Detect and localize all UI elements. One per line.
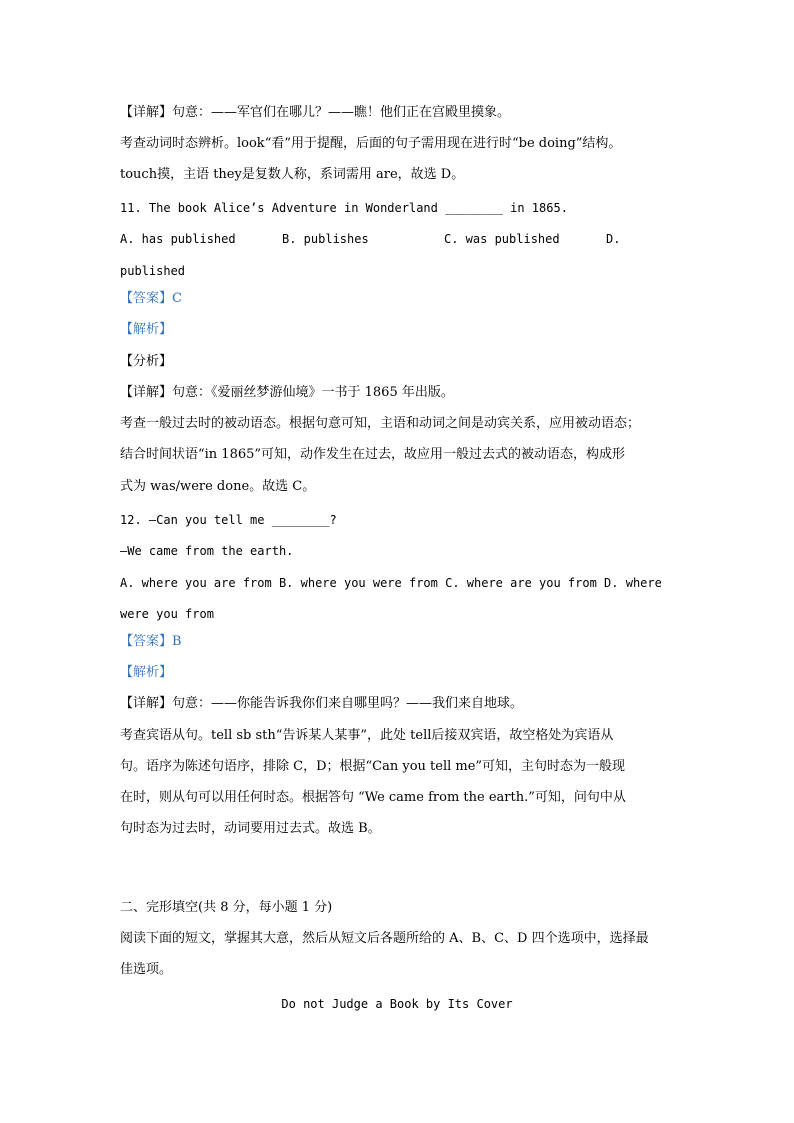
q11-explanation-line2: 考查一般过去时的被动语态。根据句意可知，主语和动词之间是动宾关系，应用被动语态； bbox=[120, 416, 641, 431]
q11-explanation-line3: 结合时间状语“in 1865”可知，动作发生在过去，故应用一般过去式的被动语态，构成形 bbox=[120, 447, 626, 462]
q12-reply: —We came from the earth. bbox=[120, 544, 294, 558]
section-instruction-line1: 阅读下面的短文，掌握其大意，然后从短文后各题所给的 A、B、C、D 四个选项中，选择最 bbox=[120, 931, 649, 946]
q11-option-a: A. has published bbox=[120, 232, 236, 246]
q11-answer: 【答案】C bbox=[120, 291, 182, 306]
q11-option-wrap: published bbox=[120, 264, 186, 278]
section-instruction-line2: 佳选项。 bbox=[120, 962, 173, 977]
q12-explanation-line5: 句时态为过去时，动词要用过去式。故选 B。 bbox=[120, 821, 381, 836]
q11-detail: 【详解】句意：《爱丽丝梦游仙境》一书于 1865 年出版。 bbox=[120, 385, 454, 400]
q11-question: 11. The book Alice’s Adventure in Wonderland ________ in 1865. bbox=[120, 201, 568, 215]
passage-title: Do not Judge a Book by Its Cover bbox=[281, 997, 513, 1011]
q12-question: 12. —Can you tell me ________? bbox=[120, 513, 337, 527]
q12-explanation-line2: 考查宾语从句。tell sb sth“告诉某人某事”，此处 tell后接双宾语，故空格处为宾语从 bbox=[120, 728, 614, 743]
q12-options-wrap: were you from bbox=[120, 607, 214, 621]
q10-detail: 【详解】句意：——军官们在哪儿？——瞧！他们正在宫殿里摸象。 bbox=[120, 105, 511, 120]
q10-explanation-line3: touch摸，主语 they是复数人称，系词需用 are，故选 D。 bbox=[120, 167, 465, 182]
q12-answer: 【答案】B bbox=[120, 634, 182, 649]
q11-option-b: B. publishes bbox=[282, 232, 369, 246]
q12-explanation-line4: 在时，则从句可以用任何时态。根据答句 “We came from the earth.”可知，问句中从 bbox=[120, 790, 626, 805]
q12-options: A. where you are from B. where you were from C. where are you from D. where bbox=[120, 576, 662, 590]
q12-explanation-line3: 句。语序为陈述句语序，排除 C，D；根据“Can you tell me”可知，主句时态为一般现 bbox=[120, 759, 626, 774]
q11-analysis-label: 【解析】 bbox=[120, 322, 173, 337]
q12-detail: 【详解】句意：——你能告诉我你们来自哪里吗？——我们来自地球。 bbox=[120, 696, 524, 711]
q11-option-d: D. bbox=[606, 232, 621, 246]
q11-option-c: C. was published bbox=[444, 232, 560, 246]
q11-fenxi-label: 【分析】 bbox=[120, 354, 173, 369]
q12-analysis-label: 【解析】 bbox=[120, 665, 173, 680]
q10-explanation-line2: 考查动词时态辨析。look“看”用于提醒，后面的句子需用现在进行时“be doing”结构。 bbox=[120, 136, 622, 151]
q11-explanation-line4: 式为 was/were done。故选 C。 bbox=[120, 479, 316, 494]
section-title: 二、完形填空(共 8 分，每小题 1 分) bbox=[120, 900, 333, 915]
